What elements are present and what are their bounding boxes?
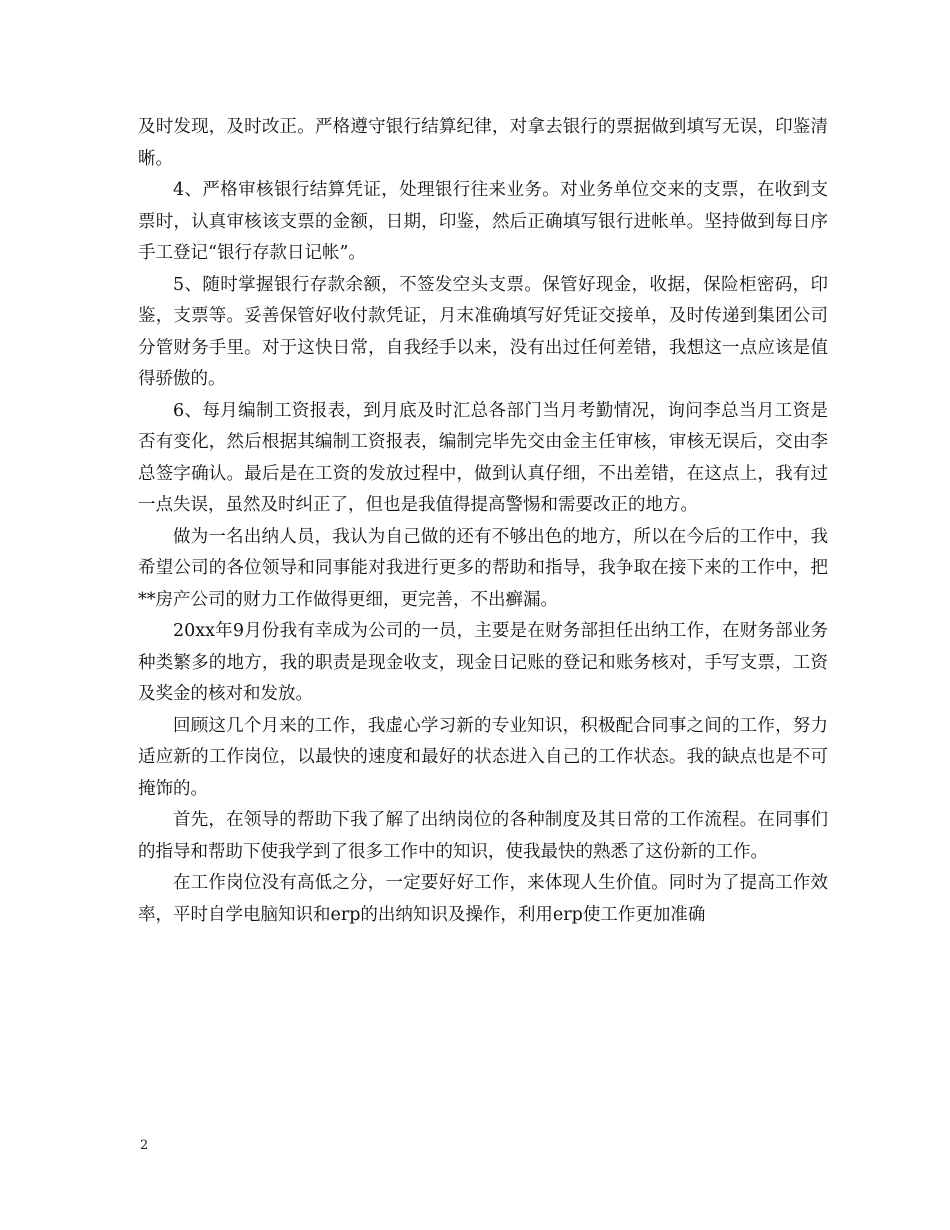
- paragraph-8: 首先，在领导的帮助下我了解了出纳岗位的各种制度及其日常的工作流程。在同事们的指导和帮助下使我学到了很多工作中的知识，使我最快的熟悉了这份新的工作。: [138, 810, 828, 862]
- paragraph-3: 5、随时掌握银行存款余额，不签发空头支票。保管好现金，收据，保险柜密码，印鉴，支票等。妥善保管好收付款凭证，月末准确填写好凭证交接单，及时传递到集团公司分管财务手里。对于这快日常，自我经手以来，没有出过任何差错，我想这一点应该是值得骄傲的。: [138, 274, 828, 389]
- paragraph-5: 做为一名出纳人员，我认为自己做的还有不够出色的地方，所以在今后的工作中，我希望公司的各位领导和同事能对我进行更多的帮助和指导，我争取在接下来的工作中，把**房产公司的财力工作做得更细，更完善，不出癣漏。: [138, 526, 828, 610]
- paragraph-1: 及时发现，及时改正。严格遵守银行结算纪律，对拿去银行的票据做到填写无误，印鉴清晰。: [138, 117, 828, 169]
- paragraph-7: 回顾这几个月来的工作，我虚心学习新的专业知识，积极配合同事之间的工作，努力适应新的工作岗位，以最快的速度和最好的状态进入自己的工作状态。我的缺点也是不可掩饰的。: [138, 715, 828, 799]
- paragraph-4: 6、每月编制工资报表，到月底及时汇总各部门当月考勤情况，询问李总当月工资是否有变化，然后根据其编制工资报表，编制完毕先交由金主任审核，审核无误后，交由李总签字确认。最后是在工资的发放过程中，做到认真仔细，不出差错，在这点上，我有过一点失误，虽然及时纠正了，但也是我值得提高警惕和需要改正的地方。: [138, 400, 828, 515]
- paragraph-9: 在工作岗位没有高低之分，一定要好好工作，来体现人生价值。同时为了提高工作效率，平时自学电脑知识和erp的出纳知识及操作，利用erp使工作更加准确: [138, 873, 828, 925]
- paragraph-6: 20xx年9月份我有幸成为公司的一员，主要是在财务部担任出纳工作，在财务部业务种类繁多的地方，我的职责是现金收支，现金日记账的登记和账务核对，手写支票，工资及奖金的核对和发放。: [138, 621, 828, 704]
- body-text: [138, 112, 828, 931]
- paragraph-2: 4、严格审核银行结算凭证，处理银行往来业务。对业务单位交来的支票，在收到支票时，认真审核该支票的金额，日期，印鉴，然后正确填写银行进帐单。坚持做到每日序手工登记“银行存款日记帐”。: [138, 180, 828, 263]
- page-number: 2: [140, 1138, 149, 1153]
